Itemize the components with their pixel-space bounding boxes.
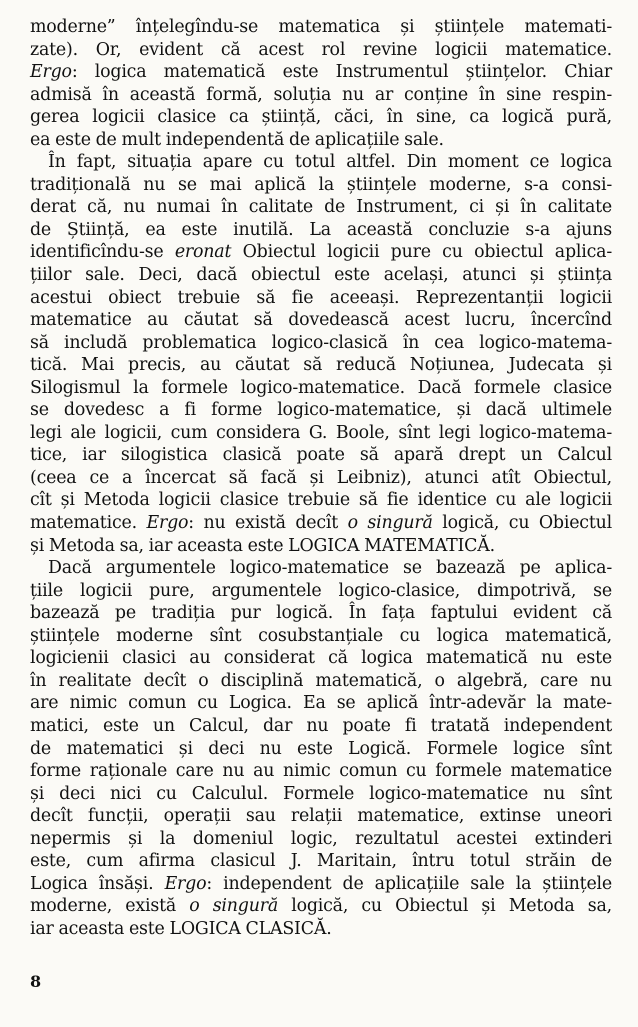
text-run: moderne, există (30, 896, 190, 917)
text-line (30, 106, 612, 129)
text-line (30, 196, 612, 219)
text-line (30, 715, 612, 738)
text-run: logicienii clasici au considerat că logica matematică nu este (30, 648, 612, 669)
text-line (30, 332, 612, 355)
text-line (30, 805, 612, 828)
text-line (30, 264, 612, 287)
text-line (30, 828, 612, 851)
text-run: ea este de mult independentă de aplicațiile sale. (30, 129, 444, 150)
text-line (30, 512, 612, 535)
text-run: tradițională nu se mai aplică la științele moderne, s-a consi- (30, 174, 612, 195)
text-run: matematice. (30, 513, 147, 534)
text-line (30, 760, 612, 783)
text-line (30, 918, 612, 941)
text-run: (ceea ce a încercat să facă și Leibniz), atunci atît Obiectul, (30, 467, 612, 488)
page-number: 8 (30, 972, 42, 991)
text-line (30, 580, 612, 603)
text-run: științele moderne sînt cosubstanțiale cu logica matematică, (30, 625, 612, 646)
text-line (30, 535, 612, 558)
text-run: iar aceasta este LOGICA CLASICĂ. (30, 918, 332, 939)
text-run: logică, cu Obiectul și Metoda sa, (278, 896, 612, 917)
text-run: Obiectul logicii pure cu obiectul aplica- (231, 242, 612, 263)
italic-text: o singură (189, 896, 279, 917)
text-line (30, 39, 612, 62)
text-line (30, 783, 612, 806)
text-run: se dovedesc a fi forme logico-matematice, și dacă ultimele (30, 400, 612, 421)
text-run: matici, este un Calcul, dar nu poate fi tratată independent (30, 715, 612, 736)
text-run: să includă problematica logico-clasică în cea logico-matema- (30, 332, 612, 353)
text-line (30, 377, 612, 400)
text-run: în realitate decît o disciplină matematică, o algebră, care nu (30, 670, 612, 691)
text-line (30, 151, 612, 174)
text-line (30, 647, 612, 670)
text-line (30, 895, 612, 918)
text-line (30, 61, 612, 84)
document-body (30, 16, 612, 940)
text-line (30, 873, 612, 896)
text-line (30, 557, 612, 580)
text-line (30, 625, 612, 648)
italic-text: o singură (347, 513, 433, 534)
text-run: identificîndu-se (30, 242, 175, 263)
text-run: În fapt, situația apare cu totul altfel. Din moment ce logica (48, 152, 612, 173)
text-run: : independent de aplicațiile sale la științele (206, 873, 613, 894)
text-line (30, 444, 612, 467)
text-run: forme raționale care nu au nimic comun cu formele matematice (30, 761, 612, 782)
italic-text: Ergo (146, 513, 189, 534)
text-run: logică, cu Obiectul (432, 513, 612, 534)
text-run: de matematici și deci nu este Logică. Formele logice sînt (30, 738, 612, 759)
text-run: țiile logicii pure, argumentele logico-clasice, dimpotrivă, se (30, 580, 612, 601)
text-run: bazează pe tradiția pur logică. În fața faptului evident că (30, 603, 612, 624)
text-run: este, cum afirma clasicul J. Maritain, întru totul străin de (30, 851, 612, 872)
text-line (30, 309, 612, 332)
text-run: moderne” înțelegîndu-se matematica și științele matemati- (30, 17, 612, 37)
text-line (30, 602, 612, 625)
text-run: țiilor sale. Deci, dacă obiectul este același, atunci și știința (30, 265, 612, 286)
text-run: și deci nici cu Calculul. Formele logico-matematice nu sînt (30, 783, 612, 804)
text-run: decît funcții, operații sau relații matematice, extinse uneori (30, 806, 612, 827)
text-line (30, 850, 612, 873)
text-run: Silogismul la formele logico-matematice. Dacă formele clasice (30, 377, 612, 398)
text-run: admisă în această formă, soluția nu ar conține în sine respin- (30, 84, 612, 105)
text-line (30, 399, 612, 422)
text-run: gerea logicii clasice ca știință, căci, în sine, ca logică pură, (30, 107, 612, 128)
text-line (30, 422, 612, 445)
italic-text: Ergo (30, 62, 72, 83)
text-run: și Metoda sa, iar aceasta este LOGICA MATEMATICĂ. (30, 535, 495, 556)
text-run: zate). Or, evident că acest rol revine logicii matematice. (30, 39, 612, 60)
text-run: Dacă argumentele logico-matematice se bazează pe aplica- (48, 558, 612, 579)
text-line (30, 287, 612, 310)
text-run: Logica însăși. (30, 873, 165, 894)
text-line (30, 489, 612, 512)
text-run: derat că, nu numai în calitate de Instrument, ci și în calitate (30, 197, 612, 218)
text-run: tice, iar silogistica clasică poate să apară drept un Calcul (30, 445, 612, 466)
text-run: de Știință, ea este inutilă. La această concluzie s-a ajuns (30, 219, 612, 240)
italic-text: Ergo (164, 873, 207, 894)
text-line (30, 16, 612, 39)
italic-text: eronat (174, 242, 232, 263)
text-line (30, 241, 612, 264)
text-run: acestui obiect trebuie să fie aceeași. Reprezentanții logicii (30, 287, 612, 308)
text-line (30, 219, 612, 242)
text-line (30, 174, 612, 197)
text-run: nepermis și la domeniul logic, rezultatul acestei extinderi (30, 828, 612, 849)
text-run: tică. Mai precis, au căutat să reducă Noțiunea, Judecata și (30, 355, 612, 376)
text-run: matematice au căutat să dovedească acest lucru, încercînd (30, 310, 612, 331)
text-run: : logica matematică este Instrumentul științelor. Chiar (71, 62, 612, 83)
text-line (30, 738, 612, 761)
text-run: legi ale logicii, cum considera G. Boole, sînt legi logico-matema- (30, 422, 612, 443)
text-line (30, 354, 612, 377)
text-line (30, 692, 612, 715)
text-run: cît și Metoda logicii clasice trebuie să fie identice cu ale logicii (30, 490, 612, 511)
text-line (30, 467, 612, 490)
text-line (30, 670, 612, 693)
text-line (30, 84, 612, 107)
text-run: : nu există decît (188, 513, 348, 534)
text-line (30, 129, 612, 152)
text-run: are nimic comun cu Logica. Ea se aplică într-adevăr la mate- (30, 693, 612, 714)
